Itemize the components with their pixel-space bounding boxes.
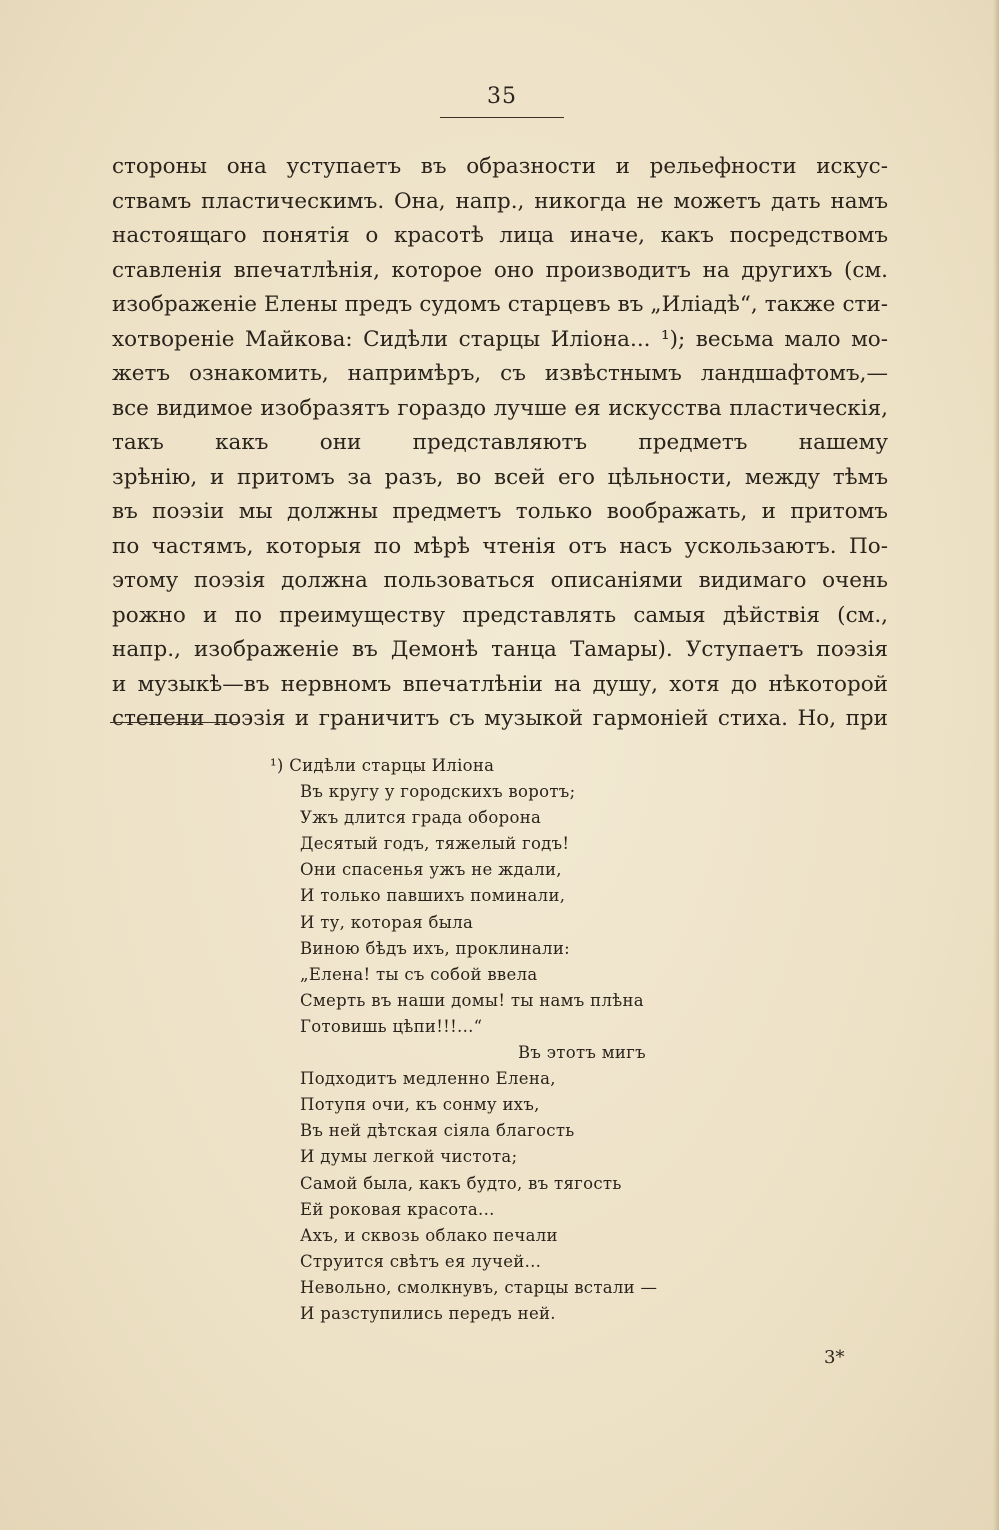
signature-mark: 3* [824,1347,845,1368]
poem-line: „Елена! ты съ собой ввела [300,964,538,984]
poem-line: Ей роковая красота... [300,1199,495,1219]
page-edge [993,0,999,1530]
poem-line: Струится свѣтъ ея лучей... [300,1251,542,1271]
poem-line: Въ кругу у городскихъ воротъ; [300,782,576,802]
poem-line: Смерть въ наши домы! ты намъ плѣна [300,990,644,1010]
poem-line: Ужъ длится града оборона [300,808,542,828]
text-line: хотвореніе Майкова: Сидѣли старцы Иліона... ¹); весьма мало мо- [112,326,888,352]
poem-line: Готовишь цѣпи!!!...“ [300,1016,483,1036]
text-line: степени поэзія и граничитъ съ музыкой гармоніей стиха. Но, при [112,706,888,731]
header-rule [440,117,564,118]
text-line: напр., изображеніе въ Демонѣ танца Тамары). Уступаетъ поэзія [112,637,888,662]
text-line: все видимое изобразятъ гораздо лучше ея искусства пластическія, [112,395,888,421]
poem-line: Въ этотъ мигъ [518,1043,646,1063]
poem-line: И только павшихъ поминали, [300,886,566,906]
text-line: жетъ ознакомить, напримѣръ, съ извѣстнымъ ландшафтомъ,— [112,361,888,386]
main-text [112,150,888,737]
poem-line: Подходитъ медленно Елена, [300,1069,556,1089]
poem-line: Самой была, какъ будто, въ тягость [300,1173,622,1193]
text-line: стороны она уступаетъ въ образности и рельефности искус- [112,154,888,179]
poem-line: Невольно, смолкнувъ, старцы встали — [300,1277,658,1297]
text-line: настоящаго понятія о красотѣ лица иначе, какъ посредствомъ [112,223,888,248]
text-line: по частямъ, которыя по мѣрѣ чтенія отъ насъ ускользаютъ. По- [112,533,888,559]
page-number: 35 [487,84,517,109]
poem-line: И думы легкой чистота; [300,1147,518,1167]
text-line: этому поэзія должна пользоваться описаніями видимаго очень [112,568,888,593]
text-line: такъ какъ они представляютъ предметъ нашему [112,430,888,455]
text-line: изображеніе Елены предъ судомъ старцевъ въ „Иліадѣ“, также сти- [112,292,888,317]
footnote-poem [270,753,700,1327]
text-line: и музыкѣ—въ нервномъ впечатлѣніи на душу, хотя до нѣкоторой [112,671,888,697]
poem-line: Ахъ, и сквозь облако печали [300,1225,558,1245]
poem-line: И разступились передъ ней. [300,1303,556,1323]
text-line: въ поэзіи мы должны предметъ только воображать, и притомъ [112,499,888,524]
text-line: ствамъ пластическимъ. Она, напр., никогда не можетъ дать намъ [112,188,888,214]
text-line: зрѣнію, и притомъ за разъ, во всей его цѣльности, между тѣмъ [112,464,888,490]
footnote-rule [110,722,240,723]
poem-line: Въ ней дѣтская сіяла благость [300,1121,575,1141]
poem-line: Потупя очи, къ сонму ихъ, [300,1095,540,1115]
poem-line: И ту, которая была [300,912,474,932]
poem-line: ¹) Сидѣли старцы Иліона [270,756,495,775]
text-line: ставленія впечатлѣнія, которое оно производитъ на другихъ (см. [112,257,888,283]
poem-line: Они спасенья ужъ не ждали, [300,860,562,880]
poem-line: Виною бѣдъ ихъ, проклинали: [300,938,570,958]
poem-line: Десятый годъ, тяжелый годъ! [300,834,570,854]
text-line: рожно и по преимуществу представлять самыя дѣйствія (см., [112,602,888,628]
